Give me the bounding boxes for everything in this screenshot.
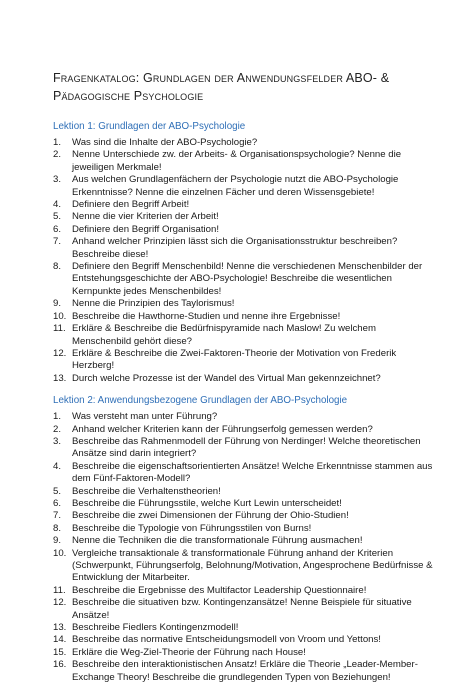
question-number: 14.: [53, 634, 67, 646]
question-text: Beschreibe das normative Entscheidungsmodell von Vroom und Yettons!: [72, 634, 381, 646]
question-number: 6.: [53, 497, 62, 509]
question-number: 5.: [53, 211, 62, 223]
question-text: Beschreibe die Typologie von Führungsstilen von Burns!: [72, 522, 312, 534]
question-number: 8.: [53, 261, 62, 273]
question-item: [53, 510, 434, 522]
question-item: [53, 535, 434, 547]
question-text: Definiere den Begriff Organisation!: [72, 223, 220, 235]
question-number: 7.: [53, 510, 62, 522]
question-item: [53, 261, 434, 298]
question-item: [53, 323, 434, 348]
question-text: Was versteht man unter Führung?: [72, 411, 218, 423]
question-item: [53, 523, 434, 535]
question-number: 1.: [53, 411, 62, 423]
question-number: 4.: [53, 460, 62, 472]
question-number: 10.: [53, 547, 67, 559]
question-item: [53, 585, 434, 597]
question-text: Vergleiche transaktionale & transformationale Führung anhand der Kriterien (Schwerpunkt, Führungserfolg, Belohnung/Motivation, Angesprochene Bedürfnisse & Entwicklung der Mitarbeiter.: [72, 547, 433, 584]
question-item: [53, 597, 434, 622]
question-text: Erkläre & Beschreibe die Zwei-Faktoren-Theorie der Motivation von Frederik Herzberg!: [72, 347, 397, 372]
question-text: Was sind die Inhalte der ABO-Psychologie?: [72, 137, 258, 148]
question-number: 13.: [53, 372, 67, 384]
question-item: [53, 311, 434, 323]
question-text: Beschreibe die zwei Dimensionen der Führung der Ohio-Studien!: [72, 510, 349, 522]
question-item: [53, 348, 434, 373]
question-item: [53, 149, 434, 174]
question-number: 5.: [53, 485, 62, 497]
question-item: [53, 659, 434, 684]
question-text: Erkläre & Beschreibe die Bedürfnispyramide nach Maslow! Zu welchem Menschenbild gehört diese?: [72, 323, 376, 347]
question-text: Anhand welcher Kriterien kann der Führungserfolg gemessen werden?: [72, 423, 373, 435]
question-text: Beschreibe die Führungsstile, welche Kurt Lewin unterscheidet!: [72, 497, 342, 509]
question-item: [53, 622, 434, 634]
question-number: 10.: [53, 310, 67, 322]
sections-container: [53, 120, 434, 684]
question-text: Beschreibe das Rahmenmodell der Führung von Nerdinger! Welche theoretischen Ansätze sind darin integriert?: [72, 435, 421, 460]
question-text: Beschreibe den interaktionistischen Ansatz! Erkläre die Theorie „Leader-Member-Exchange Theory! Beschreibe die grundlegenden Typen von Beziehungen!: [72, 659, 418, 683]
question-item: [53, 211, 434, 223]
question-number: 2.: [53, 423, 62, 435]
question-number: 12.: [53, 597, 67, 609]
question-text: Aus welchen Grundlagenfächern der Psychologie nutzt die ABO-Psychologie Erkenntnisse? Nenne die einzelnen Fächer und deren Wissensgebiete!: [72, 174, 399, 198]
question-list: [53, 411, 434, 684]
question-number: 9.: [53, 535, 62, 547]
question-number: 9.: [53, 298, 62, 310]
question-text: Beschreibe die Verhaltenstheorien!: [72, 485, 221, 497]
section-heading: Lektion 1: Grundlagen der ABO-Psychologie: [53, 121, 246, 132]
question-text: Nenne die Prinzipien des Taylorismus!: [72, 298, 235, 310]
question-text: Durch welche Prozesse ist der Wandel des Virtual Man gekennzeichnet?: [72, 372, 381, 384]
question-text: Nenne Unterschiede zw. der Arbeits- & Organisationspsychologie? Nenne die jeweiligen Merkmale!: [72, 149, 402, 173]
question-text: Beschreibe die Ergebnisse des Multifactor Leadership Questionnaire!: [72, 584, 367, 596]
question-number: 4.: [53, 199, 62, 211]
question-list: [53, 137, 434, 385]
question-text: Beschreibe Fiedlers Kontingenzmodell!: [72, 622, 239, 634]
question-text: Anhand welcher Prinzipien lässt sich die Organisationsstruktur beschreiben? Beschreibe diese!: [72, 236, 398, 260]
question-text: Beschreibe die situativen bzw. Kontingenzansätze! Nenne Beispiele für situative Ansätze!: [72, 597, 412, 621]
question-number: 11.: [53, 323, 66, 335]
question-text: Definiere den Begriff Menschenbild! Nenne die verschiedenen Menschenbilder der Entstehungsgeschichte der ABO-Psychologie! Beschreibe die wesentlichen Kernpunkte jedes Menschenbildes!: [72, 261, 423, 297]
question-number: 16.: [53, 659, 67, 671]
question-number: 13.: [53, 622, 67, 634]
question-item: [53, 174, 434, 199]
question-item: [53, 199, 434, 211]
question-item: [53, 424, 434, 436]
question-number: 3.: [53, 435, 62, 447]
question-item: [53, 548, 434, 585]
question-item: [53, 498, 434, 510]
question-item: [53, 224, 434, 236]
question-item: [53, 634, 434, 646]
question-number: 2.: [53, 149, 62, 161]
question-number: 12.: [53, 347, 67, 359]
question-item: [53, 436, 434, 461]
question-text: Definiere den Begriff Arbeit!: [72, 199, 190, 211]
question-item: [53, 486, 434, 498]
question-item: [53, 236, 434, 261]
question-number: 8.: [53, 522, 62, 534]
question-item: [53, 411, 434, 423]
question-text: Nenne die vier Kriterien der Arbeit!: [72, 211, 219, 223]
section-spacer: [53, 385, 434, 394]
question-item: [53, 647, 434, 659]
question-number: 7.: [53, 236, 62, 248]
question-item: [53, 137, 434, 149]
question-item: [53, 298, 434, 310]
question-text: Beschreibe die Hawthorne-Studien und nenne ihre Ergebnisse!: [72, 310, 341, 322]
question-text: Erkläre die Weg-Ziel-Theorie der Führung nach House!: [72, 646, 306, 658]
question-item: [53, 373, 434, 385]
question-text: Beschreibe die eigenschaftsorientierten Ansätze! Welche Erkenntnisse stammen aus dem Fünf-Faktoren-Modell?: [72, 460, 433, 485]
question-number: 6.: [53, 223, 62, 235]
question-number: 1.: [53, 137, 62, 148]
question-number: 15.: [53, 646, 67, 658]
question-text: Nenne die Techniken die die transformationale Führung ausmachen!: [72, 535, 363, 547]
question-number: 3.: [53, 174, 62, 186]
document-title: Fragenkatalog: Grundlagen der Anwendungsfelder ABO- & Pädagogische Psychologie: [53, 71, 390, 103]
question-item: [53, 461, 434, 486]
section-heading: Lektion 2: Anwendungsbezogene Grundlagen der ABO-Psychologie: [53, 395, 348, 407]
question-number: 11.: [53, 584, 66, 596]
